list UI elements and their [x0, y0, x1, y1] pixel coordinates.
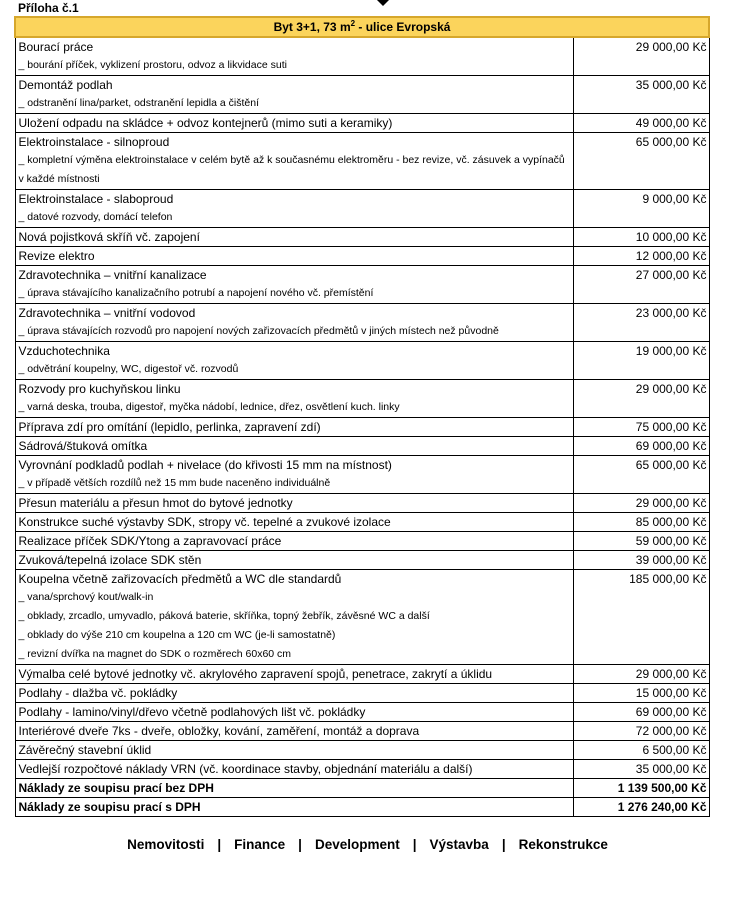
table-row — [15, 570, 709, 665]
item-label: Revize elektro — [18, 249, 95, 263]
table-title-row — [15, 17, 709, 37]
table-title — [15, 17, 709, 37]
table-row — [15, 665, 709, 684]
item-detail: _ varná deska, trouba, digestoř, myčka nádobí, lednice, dřez, osvětlení kuch. linky — [18, 401, 400, 413]
item-description — [15, 456, 573, 494]
item-amount: 15 000,00 Kč — [573, 684, 709, 703]
item-description — [15, 684, 573, 703]
table-row — [15, 228, 709, 247]
table-row — [15, 418, 709, 437]
item-description — [15, 133, 573, 190]
footer-separator: | — [412, 837, 417, 852]
item-amount: 75 000,00 Kč — [573, 418, 709, 437]
table-row — [15, 190, 709, 228]
item-detail: _ úprava stávajících rozvodů pro napojení nových zařizovacích předmětů v jiných místech než původně — [18, 325, 499, 337]
item-detail: _ obklady, zrcadlo, umyvadlo, páková baterie, skříňka, topný žebřík, závěsné WC a další — [18, 610, 430, 622]
footer-separator: | — [501, 837, 506, 852]
item-description — [15, 722, 573, 741]
table-row — [15, 760, 709, 779]
item-description — [15, 342, 573, 380]
total-label: Náklady ze soupisu prací s DPH — [15, 798, 573, 817]
total-row-without-vat — [15, 779, 709, 798]
item-description — [15, 228, 573, 247]
item-amount: 10 000,00 Kč — [573, 228, 709, 247]
item-amount: 72 000,00 Kč — [573, 722, 709, 741]
item-amount: 27 000,00 Kč — [573, 266, 709, 304]
item-label: Vzduchotechnika — [18, 344, 110, 358]
table-row — [15, 304, 709, 342]
item-amount: 9 000,00 Kč — [573, 190, 709, 228]
item-amount: 185 000,00 Kč — [573, 570, 709, 665]
item-label: Interiérové dveře 7ks - dveře, obložky, kování, zaměření, montáž a doprava — [18, 724, 420, 738]
footer-link-nemovitosti[interactable]: Nemovitosti — [127, 837, 205, 852]
item-label: Elektroinstalace - silnoproud — [18, 135, 170, 149]
item-amount: 19 000,00 Kč — [573, 342, 709, 380]
cost-table — [14, 16, 710, 817]
item-detail: _ odstranění lina/parket, odstranění lepidla a čištění — [18, 97, 259, 109]
item-label: Zdravotechnika – vnitřní kanalizace — [18, 268, 207, 282]
item-detail: _ kompletní výměna elektroinstalace v celém bytě až k současnému elektroměru - bez revize, vč. zásuvek a vypínačů v každé místnosti — [18, 154, 565, 185]
item-detail: _ vana/sprchový kout/walk-in — [18, 591, 154, 603]
item-description — [15, 760, 573, 779]
item-amount: 59 000,00 Kč — [573, 532, 709, 551]
item-amount: 49 000,00 Kč — [573, 114, 709, 133]
item-label: Elektroinstalace - slaboproud — [18, 192, 174, 206]
item-label: Vyrovnání podkladů podlah + nivelace (do křivosti 15 mm na místnost) — [18, 458, 392, 472]
item-description — [15, 190, 573, 228]
table-title-superscript: 2 — [350, 19, 356, 28]
item-label: Koupelna včetně zařizovacích předmětů a WC dle standardů — [18, 572, 342, 586]
item-description — [15, 380, 573, 418]
item-amount: 69 000,00 Kč — [573, 703, 709, 722]
item-detail: _ odvětrání koupelny, WC, digestoř vč. rozvodů — [18, 363, 239, 375]
item-amount: 39 000,00 Kč — [573, 551, 709, 570]
item-detail: _ datové rozvody, domácí telefon — [18, 211, 173, 223]
item-description — [15, 551, 573, 570]
item-label: Rozvody pro kuchyňskou linku — [18, 382, 181, 396]
item-label: Podlahy - dlažba vč. pokládky — [18, 686, 178, 700]
item-label: Bourací práce — [18, 40, 94, 54]
total-amount: 1 276 240,00 Kč — [573, 798, 709, 817]
table-row — [15, 551, 709, 570]
table-row — [15, 437, 709, 456]
item-description — [15, 247, 573, 266]
table-row — [15, 703, 709, 722]
item-description — [15, 418, 573, 437]
table-row — [15, 37, 709, 76]
item-detail: _ v případě větších rozdílů než 15 mm bude naceněno individuálně — [18, 477, 331, 489]
item-amount: 12 000,00 Kč — [573, 247, 709, 266]
footer-link-vystavba[interactable]: Výstavba — [429, 837, 489, 852]
total-row-with-vat — [15, 798, 709, 817]
table-row — [15, 266, 709, 304]
table-row — [15, 247, 709, 266]
attachment-label: Příloha č.1 — [18, 1, 79, 15]
item-amount: 29 000,00 Kč — [573, 37, 709, 76]
table-row — [15, 532, 709, 551]
item-label: Zvuková/tepelná izolace SDK stěn — [18, 553, 202, 567]
table-row — [15, 76, 709, 114]
item-label: Příprava zdí pro omítání (lepidlo, perlinka, zapravení zdí) — [18, 420, 321, 434]
footer-link-development[interactable]: Development — [314, 837, 400, 852]
footer-separator: | — [298, 837, 302, 852]
footer-link-rekonstrukce[interactable]: Rekonstrukce — [518, 837, 608, 852]
item-label: Konstrukce suché výstavby SDK, stropy vč. tepelné a zvukové izolace — [18, 515, 391, 529]
item-description — [15, 266, 573, 304]
footer-separator: | — [217, 837, 222, 852]
item-detail: _ bourání příček, vyklizení prostoru, odvoz a likvidace suti — [18, 59, 287, 71]
item-label: Vedlejší rozpočtové náklady VRN (vč. koordinace stavby, objednání materiálu a další) — [18, 762, 473, 776]
item-amount: 35 000,00 Kč — [573, 760, 709, 779]
item-amount: 35 000,00 Kč — [573, 76, 709, 114]
item-amount: 23 000,00 Kč — [573, 304, 709, 342]
logo-fragment-icon — [377, 0, 389, 6]
table-row — [15, 114, 709, 133]
item-detail: _ obklady do výše 210 cm koupelna a 120 cm WC (je-li samostatně) — [18, 629, 336, 641]
table-row — [15, 456, 709, 494]
item-description — [15, 532, 573, 551]
table-row — [15, 722, 709, 741]
item-description — [15, 437, 573, 456]
item-label: Přesun materiálu a přesun hmot do bytové jednotky — [18, 496, 293, 510]
item-label: Výmalba celé bytové jednotky vč. akrylového zapravení spojů, penetrace, zakrytí a úklidu — [18, 667, 493, 681]
item-label: Demontáž podlah — [18, 78, 113, 92]
item-amount: 85 000,00 Kč — [573, 513, 709, 532]
item-amount: 6 500,00 Kč — [573, 741, 709, 760]
table-row — [15, 342, 709, 380]
item-label: Realizace příček SDK/Ytong a zapravovací práce — [18, 534, 282, 548]
table-row — [15, 380, 709, 418]
item-amount: 29 000,00 Kč — [573, 494, 709, 513]
item-amount: 65 000,00 Kč — [573, 456, 709, 494]
item-description — [15, 304, 573, 342]
item-detail: _ úprava stávajícího kanalizačního potrubí a napojení nového vč. přemístění — [18, 287, 374, 299]
table-row — [15, 741, 709, 760]
item-label: Sádrová/štuková omítka — [18, 439, 148, 453]
item-description — [15, 114, 573, 133]
item-description — [15, 37, 573, 76]
item-label: Zdravotechnika – vnitřní vodovod — [18, 306, 196, 320]
item-description — [15, 665, 573, 684]
total-label: Náklady ze soupisu prací bez DPH — [15, 779, 573, 798]
item-description — [15, 741, 573, 760]
item-description — [15, 513, 573, 532]
item-amount: 65 000,00 Kč — [573, 133, 709, 190]
item-label: Nová pojistková skříň vč. zapojení — [18, 230, 200, 244]
table-title-prefix: Byt 3+1, 73 m — [273, 20, 351, 34]
item-amount: 69 000,00 Kč — [573, 437, 709, 456]
item-amount: 29 000,00 Kč — [573, 665, 709, 684]
table-row — [15, 494, 709, 513]
item-description — [15, 570, 573, 665]
total-amount: 1 139 500,00 Kč — [573, 779, 709, 798]
table-row — [15, 513, 709, 532]
item-description — [15, 703, 573, 722]
item-detail: _ revizní dvířka na magnet do SDK o rozměrech 60x60 cm — [18, 648, 292, 660]
footer-nav — [0, 837, 735, 852]
table-title-suffix: - ulice Evropská — [355, 20, 451, 34]
item-label: Závěrečný stavební úklid — [18, 743, 152, 757]
table-row — [15, 133, 709, 190]
item-amount: 29 000,00 Kč — [573, 380, 709, 418]
item-description — [15, 76, 573, 114]
footer-link-finance[interactable]: Finance — [234, 837, 286, 852]
item-description — [15, 494, 573, 513]
item-label: Podlahy - lamino/vinyl/dřevo včetně podlahových lišt vč. pokládky — [18, 705, 366, 719]
table-row — [15, 684, 709, 703]
item-label: Uložení odpadu na skládce + odvoz kontejnerů (mimo suti a keramiky) — [18, 116, 393, 130]
